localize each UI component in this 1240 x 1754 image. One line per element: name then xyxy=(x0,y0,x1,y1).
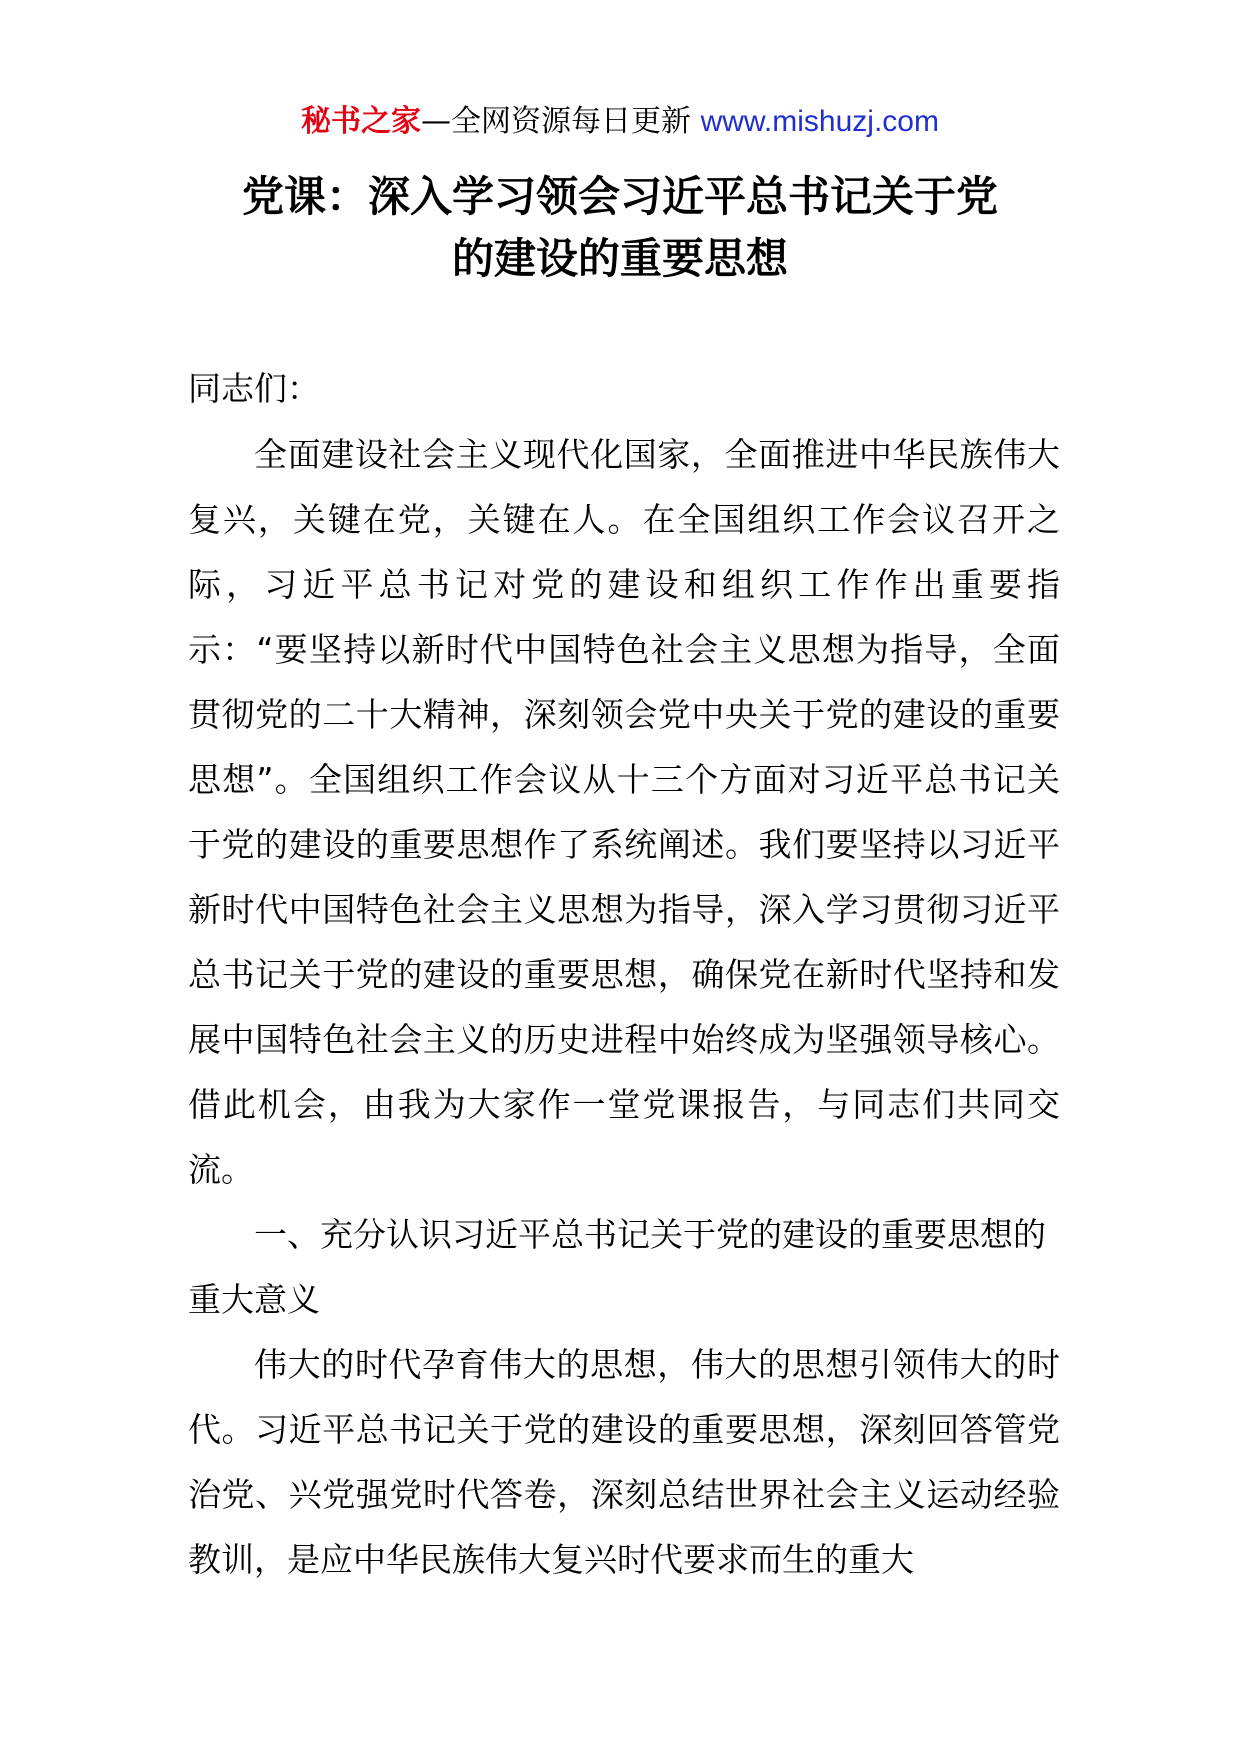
document-title xyxy=(150,166,1090,290)
title-line-1: 党课：深入学习领会习近平总书记关于党 xyxy=(241,172,998,221)
document-body xyxy=(188,356,1060,1592)
title-line-2: 的建设的重要思想 xyxy=(451,234,788,283)
site-header xyxy=(0,102,1240,142)
salutation: 同志们： xyxy=(188,369,320,408)
paragraph-intro: 全面建设社会主义现代化国家，全面推进中华民族伟大复兴，关键在党，关键在人。在全国组织工作会议召开之际，习近平总书记对党的建设和组织工作作出重要指示：“要坚持以新时代中国特色社会主义思想为指导，全面贯彻党的二十大精神，深刻领会党中央关于党的建设的重要思想”。全国组织工作会议从十三个方面对习近平总书记关于党的建设的重要思想作了系统阐述。我们要坚持以习近平新时代中国特色社会主义思想为指导，深入学习贯彻习近平总书记关于党的建设的重要思想，确保党在新时代坚持和发展中国特色社会主义的历史进程中始终成为坚强领导核心。借此机会，由我为大家作一堂党课报告，与同志们共同交流。 xyxy=(188,435,1060,1189)
site-tagline: —全网资源每日更新 xyxy=(421,104,701,139)
paragraph-section-1: 伟大的时代孕育伟大的思想，伟大的思想引领伟大的时代。习近平总书记关于党的建设的重要思想，深刻回答管党治党、兴党强党时代答卷，深刻总结世界社会主义运动经验教训，是应中华民族伟大复兴时代要求而生的重大 xyxy=(188,1345,1060,1579)
site-brand: 秘书之家 xyxy=(301,104,422,139)
site-url-link[interactable]: www.mishuzj.com xyxy=(700,105,939,138)
section-heading-1: 一、充分认识习近平总书记关于党的建设的重要思想的重大意义 xyxy=(188,1215,1046,1319)
